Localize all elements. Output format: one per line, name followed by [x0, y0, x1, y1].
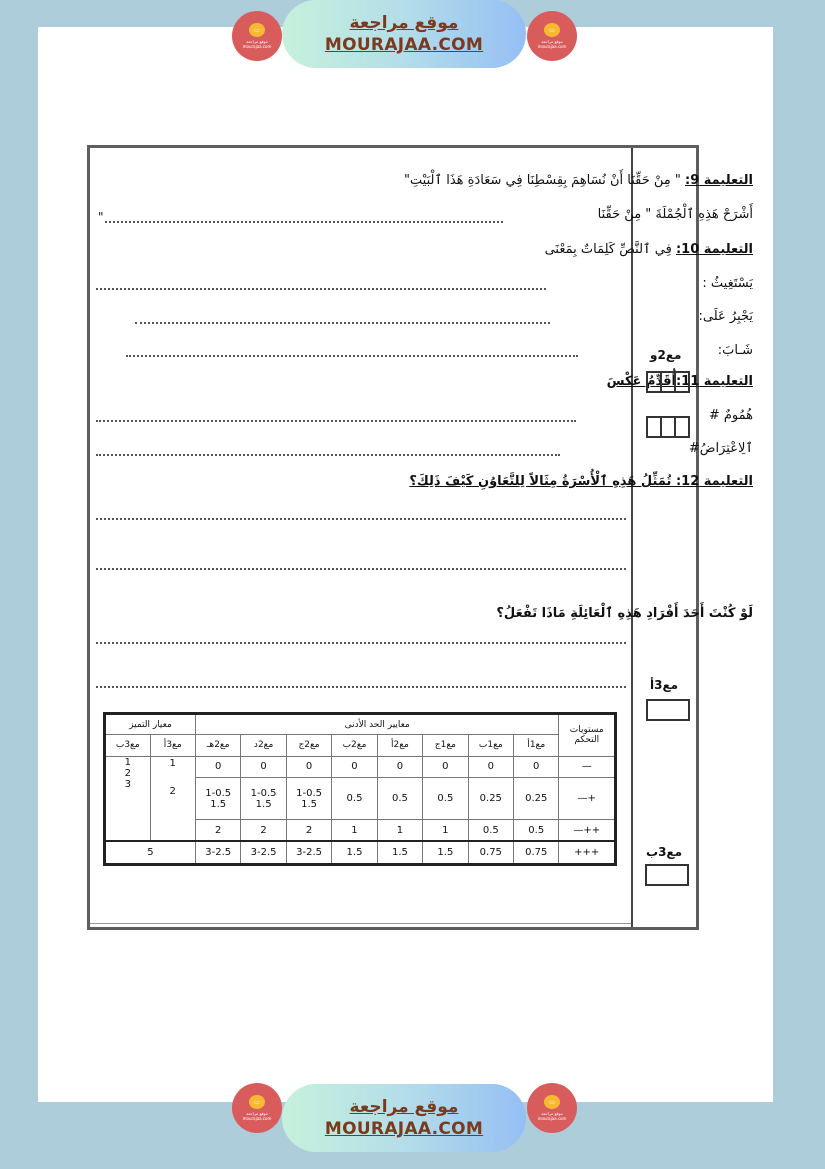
question-11-item-1: هُمُومٌ # [708, 408, 753, 423]
score-cell: 0.5 [514, 820, 559, 841]
col-header: مع3ب [105, 735, 151, 756]
book-icon: ▭ [249, 1095, 265, 1109]
score-cell: 0.75 [468, 841, 513, 864]
excellence-m3b-value: 2 [124, 767, 131, 779]
col-header: مع2ج [286, 735, 331, 756]
score-cell: 1 [332, 820, 377, 841]
answer-line-q10-3[interactable] [126, 355, 578, 357]
score-cell: 1.5 [332, 841, 377, 864]
answer-line-q9[interactable] [105, 221, 503, 223]
site-badge-top-right[interactable] [527, 11, 577, 61]
book-icon: ▭ [544, 23, 560, 37]
badge-text-ar: موقع مراجعة [246, 39, 268, 44]
banner-site-link[interactable]: MOURAJAA.COM [324, 35, 484, 55]
marks-column [631, 148, 696, 927]
excellence-m3a-cell [150, 756, 195, 841]
score-cell: 0 [514, 756, 559, 777]
score-cell: 3-2.5 [286, 841, 331, 864]
question-11-item-2: ٱلِاعْتِرَاضُ# [688, 441, 753, 456]
banner-site-link[interactable]: MOURAJAA.COM [324, 1119, 484, 1139]
badge-text-ar: موقع مراجعة [541, 1111, 563, 1116]
score-cell: 1.5 [423, 841, 468, 864]
banner-arabic-title: موقع مراجعة [349, 13, 459, 33]
question-12-text: تُمَثِّلُ هَذِهِ ٱلْأُسْرَةُ مِثَالاً لِلتَّعَاوُنِ كَيْفَ ذَلِكَ؟ [409, 474, 676, 489]
answer-line-q12-4[interactable] [96, 686, 626, 688]
col-header: مع3أ [150, 735, 195, 756]
question-10-label: التعليمة 10: [675, 242, 753, 257]
mark-label-m3b: مع3ب [646, 845, 683, 859]
badge-text-en: mourajaa.com [537, 1116, 567, 1121]
col-header: مع1أ [514, 735, 559, 756]
col-header: مع2هـ [195, 735, 240, 756]
score-cell: 0.25 [468, 777, 513, 820]
question-10-item-2: يَجْبِرُ عَلَى: [698, 309, 753, 324]
score-box-m3b[interactable] [645, 864, 689, 886]
score-cell: 0 [286, 756, 331, 777]
site-badge-top-left[interactable] [232, 11, 282, 61]
score-cell: 3-2.5 [241, 841, 286, 864]
header-min-criteria: معايير الحد الأدنى [195, 714, 559, 735]
score-cell: 3-2.5 [195, 841, 240, 864]
excellence-m3a-value: 2 [169, 785, 176, 797]
answer-line-q12-1[interactable] [96, 518, 626, 520]
sheet-bottom-rule [90, 923, 631, 927]
score-cell: 0 [195, 756, 240, 777]
badge-text-ar: موقع مراجعة [246, 1111, 268, 1116]
answer-line-q11-1[interactable] [96, 420, 576, 422]
site-banner-top[interactable] [282, 0, 526, 68]
question-12-label: التعليمة 12: [675, 474, 753, 489]
col-header: مع2د [241, 735, 286, 756]
badge-text-en: mourajaa.com [242, 44, 272, 49]
answer-line-q10-2[interactable] [135, 322, 550, 324]
answer-line-q11-2[interactable] [96, 454, 560, 456]
mark-label-m3a: مع3أ [650, 678, 679, 692]
score-cell: 1 [377, 820, 422, 841]
excellence-m3b-value: 3 [124, 778, 131, 790]
score-cell: 2 [286, 820, 331, 841]
col-header: مع1ب [468, 735, 513, 756]
score-cell: 1-0.5 1.5 [286, 777, 331, 820]
score-cell: 0 [423, 756, 468, 777]
col-header: مع1ج [423, 735, 468, 756]
excellence-total-cell: 5 [105, 841, 196, 864]
site-badge-bottom-left[interactable] [232, 1083, 282, 1133]
question-10-item-1: يَسْتَغِيثُ : [702, 276, 753, 291]
score-cell: 0.5 [332, 777, 377, 820]
book-icon: ▭ [544, 1095, 560, 1109]
question-11-label: التعليمة 11: [675, 374, 753, 389]
question-9-close-quote: " [98, 210, 104, 224]
excellence-m3b-cell [105, 756, 151, 841]
grading-table [103, 712, 617, 866]
score-cell: 0 [468, 756, 513, 777]
header-levels: مستويات التحكم [559, 714, 616, 757]
level-cell: +++ [559, 841, 616, 864]
question-9 [404, 173, 753, 188]
score-cell: 0.75 [514, 841, 559, 864]
score-cell: 1-0.5 1.5 [195, 777, 240, 820]
question-9-prompt-text: أَشْرَحْ هَذِهِ ٱلْجُمْلَةَ " مِنْ حَقِّنَا [597, 207, 753, 222]
level-cell: ++— [559, 820, 616, 841]
answer-line-q12-3[interactable] [96, 642, 626, 644]
score-cell: 1 [423, 820, 468, 841]
question-9-label: التعليمة 9: [685, 173, 753, 188]
header-excellence: معيار التميز [105, 714, 196, 735]
level-cell: — [559, 756, 616, 777]
question-10 [545, 242, 753, 257]
answer-line-q10-1[interactable] [96, 288, 546, 290]
question-10-text: فِي ٱلنَّصِّ كَلِمَاتٌ بِمَعْنَى [544, 242, 676, 257]
col-header: مع2ب [332, 735, 377, 756]
badge-text-en: mourajaa.com [242, 1116, 272, 1121]
question-11-text: أُقَدِّمُ عَكْسَ [606, 374, 676, 389]
score-box-m2-a[interactable] [646, 371, 690, 393]
score-cell: 0 [241, 756, 286, 777]
question-12 [409, 474, 753, 489]
excellence-m3b-value: 1 [124, 756, 131, 768]
score-cell: 1.5 [377, 841, 422, 864]
question-12-followup: لَوْ كُنْتَ أَحَدَ أَفْرَادِ هَذِهِ ٱلْعَائِلَةِ مَاذَا تَفْعَلُ؟ [496, 606, 753, 621]
question-9-prompt [598, 207, 753, 222]
question-9-text: " مِنْ حَقِّنَا أَنْ نُسَاهِمَ بِقِسْطِنَا فِي سَعَادَةِ هَذَا ٱلْبَيْتِ" [403, 173, 686, 188]
score-cell: 0.5 [423, 777, 468, 820]
book-icon: ▭ [249, 23, 265, 37]
excellence-m3a-value: 1 [169, 757, 176, 769]
score-box-m2-b[interactable] [646, 416, 690, 438]
answer-line-q12-2[interactable] [96, 568, 626, 570]
level-cell: +— [559, 777, 616, 820]
score-cell: 0.25 [514, 777, 559, 820]
banner-arabic-title: موقع مراجعة [349, 1097, 459, 1117]
badge-text-ar: موقع مراجعة [541, 39, 563, 44]
score-cell: 2 [241, 820, 286, 841]
site-banner-bottom[interactable] [282, 1084, 526, 1152]
site-badge-bottom-right[interactable] [527, 1083, 577, 1133]
score-cell: 2 [195, 820, 240, 841]
score-cell: 0 [377, 756, 422, 777]
col-header: مع2أ [377, 735, 422, 756]
question-10-item-3: شَـابَ: [717, 343, 753, 358]
badge-text-en: mourajaa.com [537, 44, 567, 49]
score-cell: 0 [332, 756, 377, 777]
score-cell: 0.5 [468, 820, 513, 841]
table-row [105, 841, 616, 864]
mark-label-m2: مع2و [650, 348, 682, 362]
score-cell: 1-0.5 1.5 [241, 777, 286, 820]
table-row [105, 756, 616, 777]
score-cell: 0.5 [377, 777, 422, 820]
score-box-m3a[interactable] [646, 699, 690, 721]
